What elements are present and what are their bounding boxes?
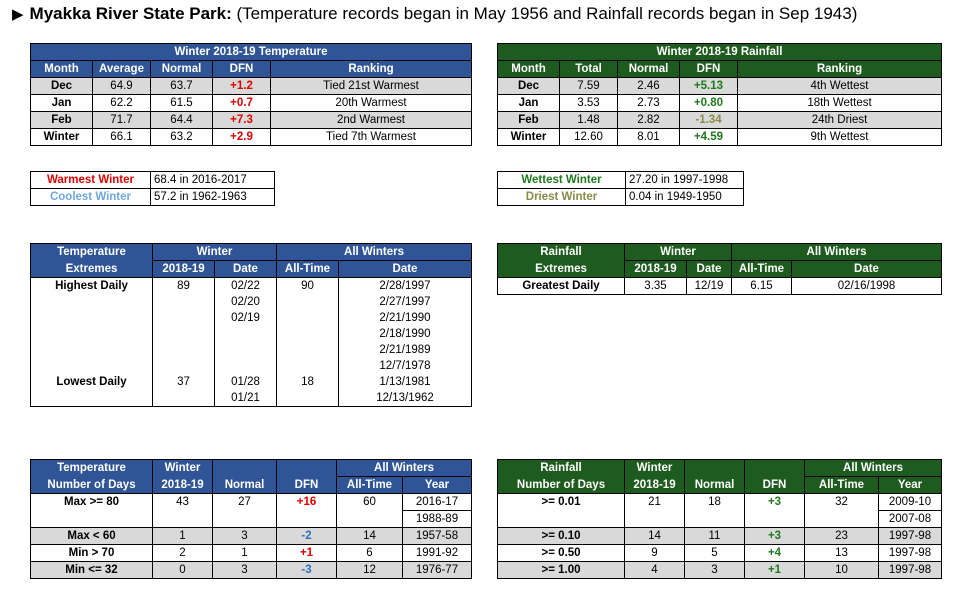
days-value: 9 <box>625 545 685 562</box>
ranking-cell: 2nd Warmest <box>271 112 472 129</box>
col-header: Extremes <box>31 261 153 278</box>
ranking-cell: 20th Warmest <box>271 95 472 112</box>
table-row <box>31 390 472 407</box>
all-time-value: 23 <box>805 528 879 545</box>
col-header: Temperature <box>31 460 153 477</box>
highest-date: 02/20 <box>215 294 277 310</box>
month-cell: Dec <box>498 78 560 95</box>
rainfall-extremes-table <box>497 243 942 295</box>
dfn-value: +3 <box>745 494 805 511</box>
all-time-value: 13 <box>805 545 879 562</box>
average-cell: 64.9 <box>93 78 151 95</box>
col-header: Month <box>498 61 560 78</box>
threshold-label: >= 0.50 <box>498 545 625 562</box>
month-cell: Feb <box>31 112 93 129</box>
normal-value: 27 <box>213 494 277 511</box>
normal-cell: 63.7 <box>151 78 213 95</box>
all-time-value: 14 <box>337 528 403 545</box>
dfn-cell: +0.7 <box>213 95 271 112</box>
table-row <box>31 494 472 511</box>
col-header: Year <box>403 477 472 494</box>
table-row <box>31 342 472 358</box>
highest-date: 02/19 <box>215 310 277 326</box>
record-year: 1988-89 <box>403 511 472 528</box>
table-row <box>498 112 942 129</box>
dfn-value: -3 <box>277 562 337 579</box>
col-header: Extremes <box>498 261 625 278</box>
record-year: 1976-77 <box>403 562 472 579</box>
dfn-value: +1 <box>277 545 337 562</box>
dfn-cell: -1.34 <box>680 112 738 129</box>
dfn-value: +16 <box>277 494 337 511</box>
record-year: 2016-17 <box>403 494 472 511</box>
table-row <box>31 358 472 374</box>
record-year: 1991-92 <box>403 545 472 562</box>
month-cell: Winter <box>31 129 93 146</box>
col-header: Winter <box>153 460 213 477</box>
highest-daily-label: Highest Daily <box>31 278 153 295</box>
title-location: Myakka River State Park: <box>29 4 232 23</box>
dfn-cell: +0.80 <box>680 95 738 112</box>
table-row <box>498 511 942 528</box>
temperature-records-table <box>30 171 275 206</box>
greatest-all-date: 02/16/1998 <box>792 278 942 295</box>
ranking-cell: 18th Wettest <box>738 95 942 112</box>
total-cell: 3.53 <box>560 95 618 112</box>
month-cell: Jan <box>31 95 93 112</box>
total-cell: 1.48 <box>560 112 618 129</box>
highest-all-date: 2/21/1990 <box>339 310 472 326</box>
warmest-winter-value: 68.4 in 2016-2017 <box>151 172 275 189</box>
table-row <box>498 78 942 95</box>
normal-cell: 61.5 <box>151 95 213 112</box>
total-cell: 12.60 <box>560 129 618 146</box>
threshold-label: Max < 60 <box>31 528 153 545</box>
col-header: 2018-19 <box>153 261 215 278</box>
col-header: All Winters <box>277 244 472 261</box>
normal-value: 3 <box>685 562 745 579</box>
table-row <box>498 528 942 545</box>
wettest-winter-label: Wettest Winter <box>498 172 626 189</box>
days-value: 4 <box>625 562 685 579</box>
days-value: 1 <box>153 528 213 545</box>
col-header: Average <box>93 61 151 78</box>
wettest-winter-value: 27.20 in 1997-1998 <box>626 172 744 189</box>
month-cell: Dec <box>31 78 93 95</box>
table-row <box>498 278 942 295</box>
table-row <box>31 545 472 562</box>
all-time-value: 6 <box>337 545 403 562</box>
col-header: 2018-19 <box>153 477 213 494</box>
record-year: 1957-58 <box>403 528 472 545</box>
dfn-cell: +5.13 <box>680 78 738 95</box>
days-value: 14 <box>625 528 685 545</box>
col-header: Normal <box>151 61 213 78</box>
table-row <box>31 562 472 579</box>
record-year: 1997-98 <box>879 545 942 562</box>
threshold-label: Max >= 80 <box>31 494 153 511</box>
record-year: 1997-98 <box>879 562 942 579</box>
table-row <box>31 310 472 326</box>
all-time-value: 32 <box>805 494 879 511</box>
table-row <box>31 112 472 129</box>
normal-cell: 64.4 <box>151 112 213 129</box>
dfn-cell: +2.9 <box>213 129 271 146</box>
col-header: All-Time <box>732 261 792 278</box>
threshold-label: Min > 70 <box>31 545 153 562</box>
table-row <box>31 326 472 342</box>
threshold-label: >= 0.10 <box>498 528 625 545</box>
col-header: All Winters <box>805 460 942 477</box>
highest-all-date: 2/27/1997 <box>339 294 472 310</box>
record-year: 1997-98 <box>879 528 942 545</box>
table-row <box>31 78 472 95</box>
greatest-daily-date: 12/19 <box>687 278 732 295</box>
normal-value: 5 <box>685 545 745 562</box>
table-row <box>31 528 472 545</box>
highest-all-date: 2/18/1990 <box>339 326 472 342</box>
highest-daily-value: 89 <box>153 278 215 295</box>
dfn-value: +4 <box>745 545 805 562</box>
col-header: Date <box>215 261 277 278</box>
all-time-value: 60 <box>337 494 403 511</box>
col-header: Date <box>792 261 942 278</box>
col-header: All-Time <box>337 477 403 494</box>
table-row <box>498 494 942 511</box>
dfn-cell: +7.3 <box>213 112 271 129</box>
coolest-winter-value: 57.2 in 1962-1963 <box>151 189 275 206</box>
col-header: Rainfall <box>498 244 625 261</box>
greatest-all-time: 6.15 <box>732 278 792 295</box>
average-cell: 62.2 <box>93 95 151 112</box>
rainfall-summary-table <box>497 43 942 146</box>
month-cell: Winter <box>498 129 560 146</box>
col-header: All Winters <box>337 460 472 477</box>
col-header: Date <box>339 261 472 278</box>
col-header: Total <box>560 61 618 78</box>
lowest-date: 01/28 <box>215 374 277 390</box>
highest-all-date: 2/21/1989 <box>339 342 472 358</box>
average-cell: 71.7 <box>93 112 151 129</box>
col-header: Normal <box>213 477 277 494</box>
days-value: 43 <box>153 494 213 511</box>
col-header: Winter <box>625 460 685 477</box>
lowest-daily-label: Lowest Daily <box>31 374 153 390</box>
col-header: Temperature <box>31 244 153 261</box>
table-row <box>31 511 472 528</box>
days-value: 0 <box>153 562 213 579</box>
table-row <box>31 129 472 146</box>
greatest-daily-label: Greatest Daily <box>498 278 625 295</box>
average-cell: 66.1 <box>93 129 151 146</box>
days-value: 21 <box>625 494 685 511</box>
highest-all-time: 90 <box>277 278 339 295</box>
col-header: Number of Days <box>498 477 625 494</box>
col-header: DFN <box>213 61 271 78</box>
temperature-days-table <box>30 459 472 579</box>
table-row <box>498 545 942 562</box>
temperature-extremes-table <box>30 243 472 407</box>
temperature-summary-table <box>30 43 472 146</box>
threshold-label: Min <= 32 <box>31 562 153 579</box>
threshold-label: >= 0.01 <box>498 494 625 511</box>
lowest-date: 01/21 <box>215 390 277 407</box>
total-cell: 7.59 <box>560 78 618 95</box>
col-header: Normal <box>618 61 680 78</box>
normal-value: 3 <box>213 562 277 579</box>
table-row <box>498 129 942 146</box>
ranking-cell: 4th Wettest <box>738 78 942 95</box>
highest-all-date: 2/28/1997 <box>339 278 472 295</box>
threshold-label: >= 1.00 <box>498 562 625 579</box>
ranking-cell: Tied 21st Warmest <box>271 78 472 95</box>
col-header: DFN <box>745 477 805 494</box>
lowest-all-date: 12/13/1962 <box>339 390 472 407</box>
title-description: (Temperature records began in May 1956 and Rainfall records began in Sep 1943) <box>231 4 858 23</box>
driest-winter-label: Driest Winter <box>498 189 626 206</box>
ranking-cell: 24th Driest <box>738 112 942 129</box>
lowest-daily-value: 37 <box>153 374 215 390</box>
col-header: DFN <box>680 61 738 78</box>
table-row <box>31 374 472 390</box>
greatest-daily-value: 3.35 <box>625 278 687 295</box>
col-header: Month <box>31 61 93 78</box>
col-header: DFN <box>277 477 337 494</box>
col-header: Date <box>687 261 732 278</box>
col-header: Ranking <box>271 61 472 78</box>
driest-winter-value: 0.04 in 1949-1950 <box>626 189 744 206</box>
dfn-value: +3 <box>745 528 805 545</box>
normal-cell: 63.2 <box>151 129 213 146</box>
table-row <box>498 562 942 579</box>
coolest-winter-label: Coolest Winter <box>31 189 151 206</box>
normal-cell: 2.46 <box>618 78 680 95</box>
rainfall-records-table <box>497 171 744 206</box>
month-cell: Feb <box>498 112 560 129</box>
col-header: All Winters <box>732 244 942 261</box>
col-header: Winter <box>625 244 732 261</box>
highest-all-date: 12/7/1978 <box>339 358 472 374</box>
col-header: Ranking <box>738 61 942 78</box>
col-header: Winter <box>153 244 277 261</box>
normal-value: 18 <box>685 494 745 511</box>
temperature-table-title: Winter 2018-19 Temperature <box>31 44 472 61</box>
all-time-value: 12 <box>337 562 403 579</box>
record-year: 2009-10 <box>879 494 942 511</box>
normal-value: 11 <box>685 528 745 545</box>
warmest-winter-label: Warmest Winter <box>31 172 151 189</box>
col-header: All-Time <box>277 261 339 278</box>
table-row <box>31 294 472 310</box>
rainfall-days-table <box>497 459 942 579</box>
days-value: 2 <box>153 545 213 562</box>
normal-cell: 2.82 <box>618 112 680 129</box>
ranking-cell: Tied 7th Warmest <box>271 129 472 146</box>
rainfall-table-title: Winter 2018-19 Rainfall <box>498 44 942 61</box>
play-arrow-icon: ▶ <box>12 6 24 23</box>
col-header: Number of Days <box>31 477 153 494</box>
table-row <box>498 95 942 112</box>
dfn-cell: +1.2 <box>213 78 271 95</box>
lowest-all-time: 18 <box>277 374 339 390</box>
page-title <box>12 4 857 24</box>
dfn-value: +1 <box>745 562 805 579</box>
normal-cell: 8.01 <box>618 129 680 146</box>
dfn-value: -2 <box>277 528 337 545</box>
normal-value: 3 <box>213 528 277 545</box>
col-header: 2018-19 <box>625 477 685 494</box>
col-header: Year <box>879 477 942 494</box>
all-time-value: 10 <box>805 562 879 579</box>
table-row <box>31 95 472 112</box>
lowest-all-date: 1/13/1981 <box>339 374 472 390</box>
col-header: Normal <box>685 477 745 494</box>
col-header: All-Time <box>805 477 879 494</box>
highest-date: 02/22 <box>215 278 277 295</box>
table-row <box>31 278 472 295</box>
col-header: 2018-19 <box>625 261 687 278</box>
normal-value: 1 <box>213 545 277 562</box>
normal-cell: 2.73 <box>618 95 680 112</box>
col-header: Rainfall <box>498 460 625 477</box>
ranking-cell: 9th Wettest <box>738 129 942 146</box>
month-cell: Jan <box>498 95 560 112</box>
dfn-cell: +4.59 <box>680 129 738 146</box>
record-year: 2007-08 <box>879 511 942 528</box>
